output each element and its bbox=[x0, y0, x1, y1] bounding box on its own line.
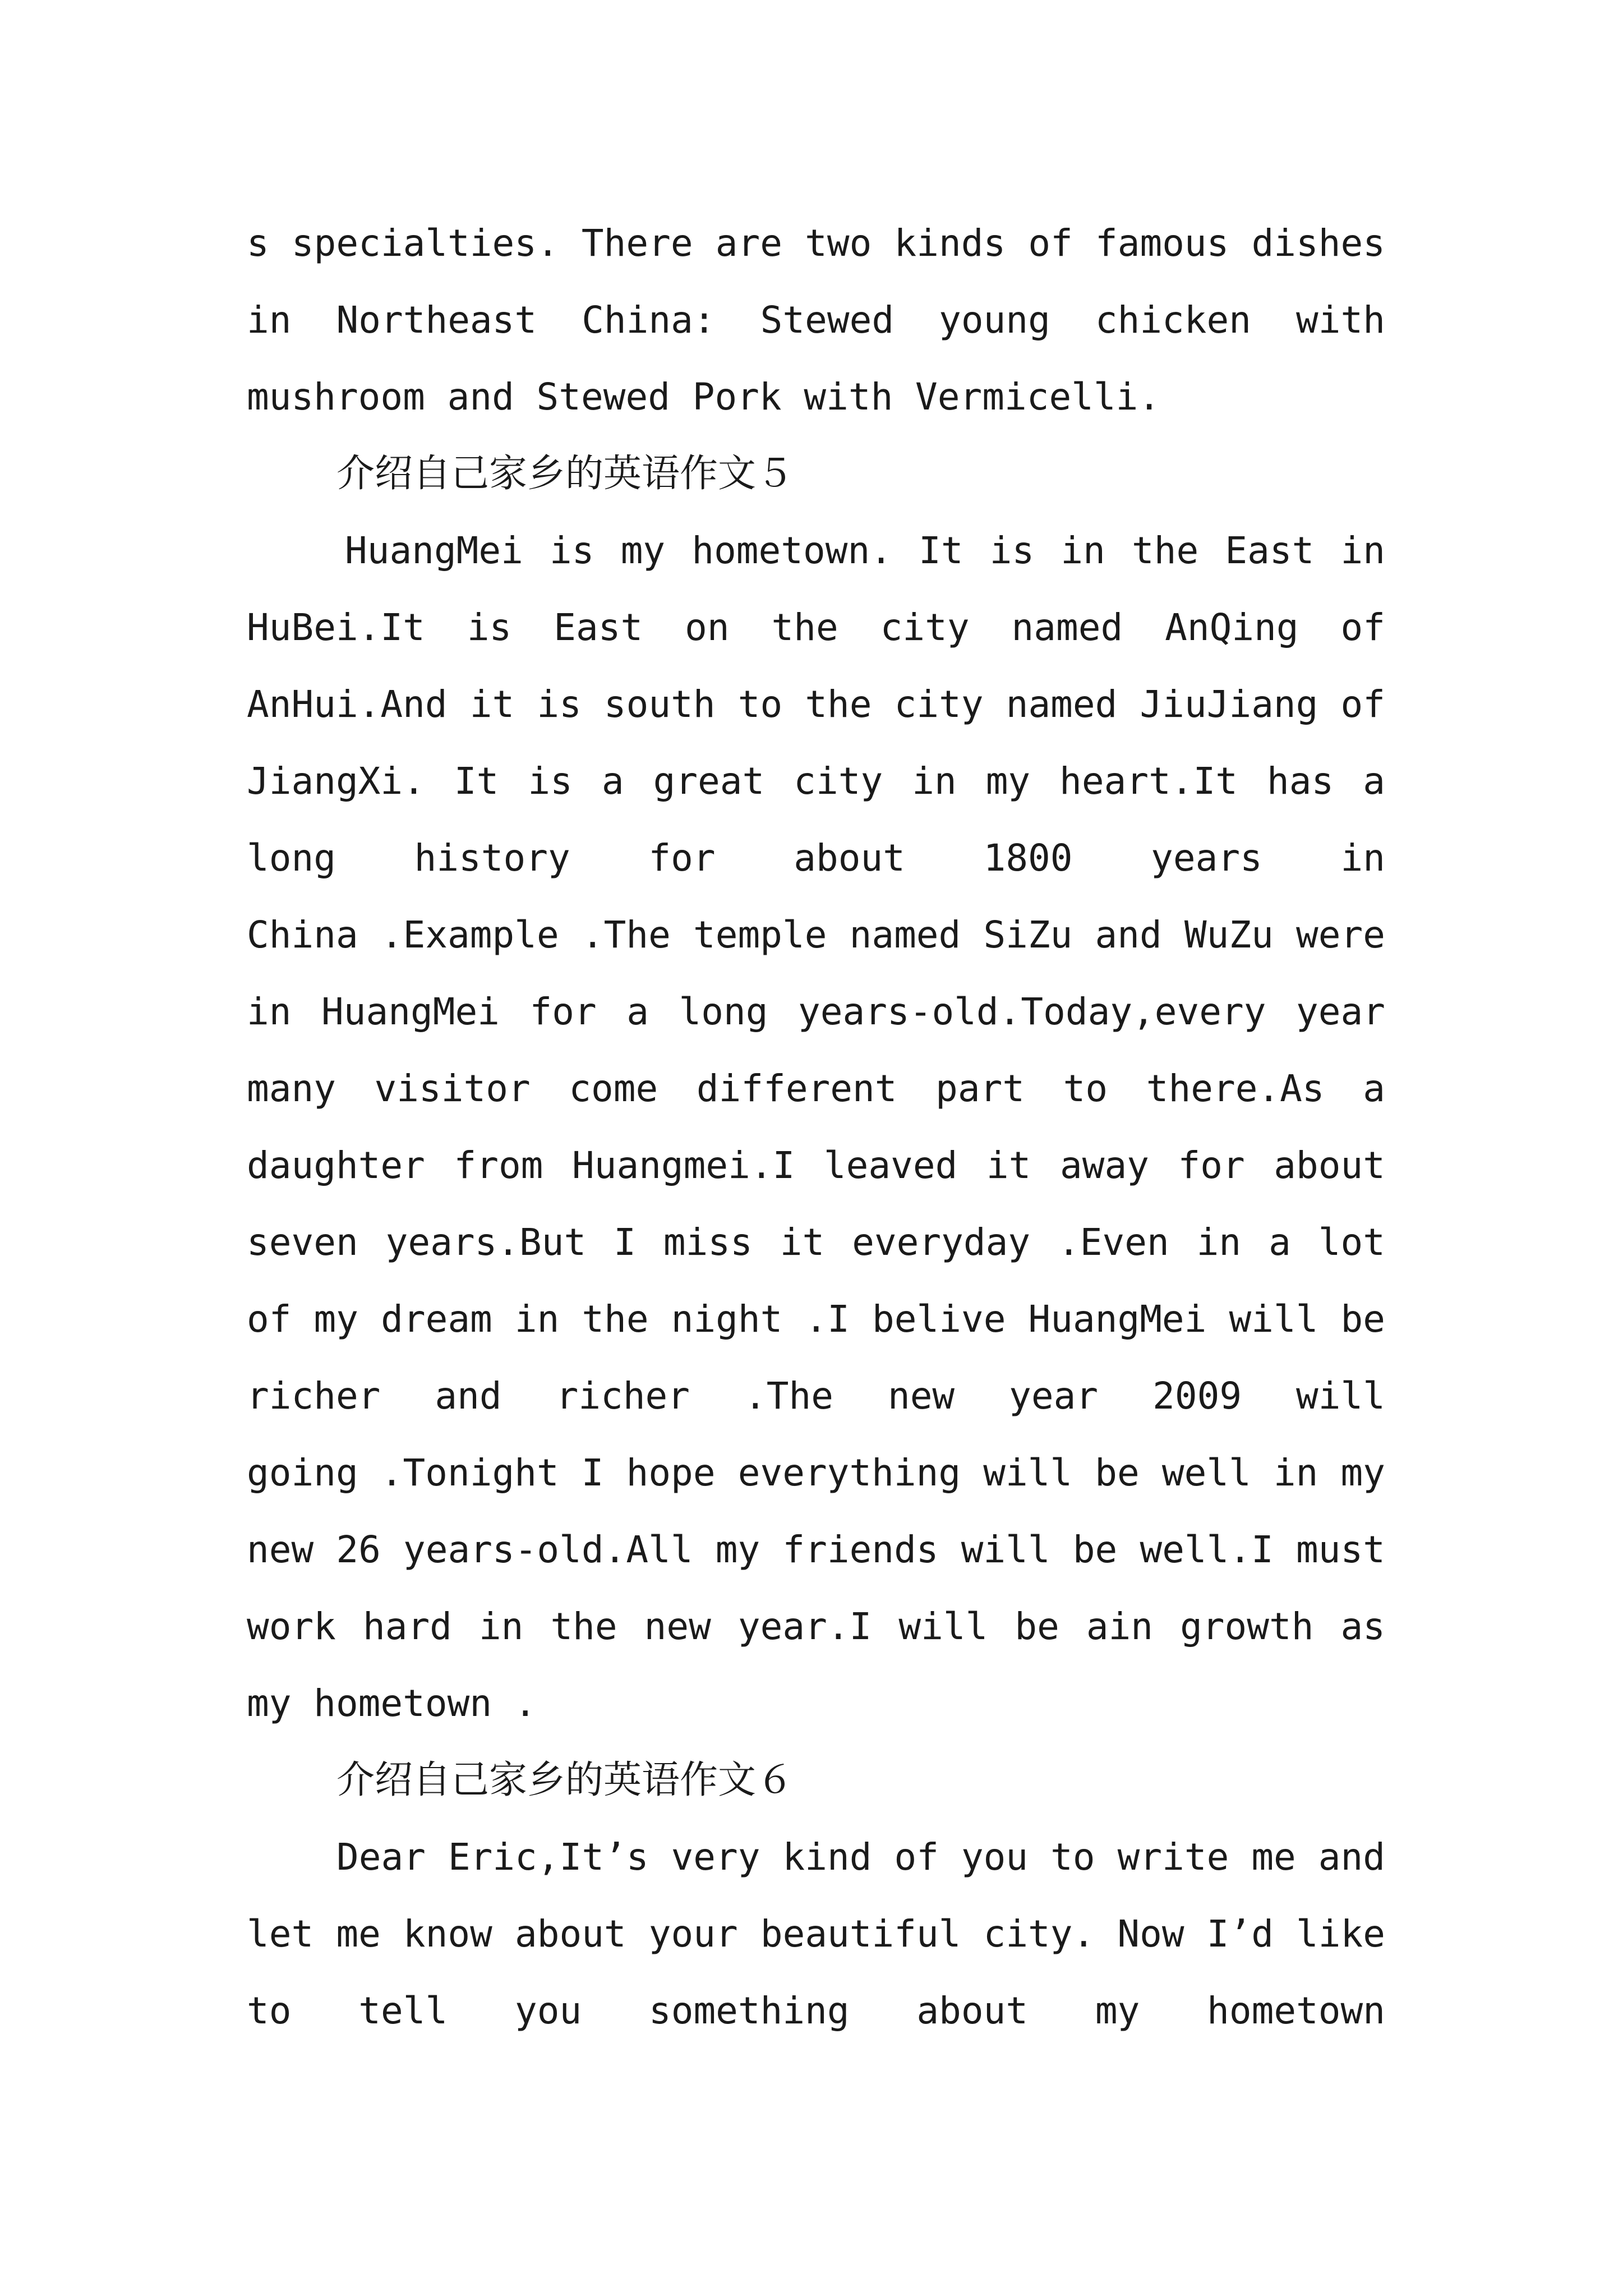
paragraph-line: mushroom and Stewed Pork with Vermicelli. bbox=[247, 375, 1161, 418]
paragraph-line: Dear Eric,It’s very kind of you to write me and bbox=[336, 1835, 1385, 1879]
paragraph-line: seven years.But I miss it everyday .Even in a lot bbox=[247, 1221, 1385, 1264]
paragraph-line: JiangXi. It is a great city in my heart.It has a bbox=[247, 760, 1385, 803]
paragraph-line: my hometown . bbox=[247, 1682, 537, 1725]
paragraph-line: AnHui.And it is south to the city named JiuJiang of bbox=[247, 683, 1385, 726]
paragraph-line: going .Tonight I hope everything will be well in my bbox=[247, 1451, 1385, 1494]
document-body bbox=[247, 205, 1385, 2049]
section-heading-5: 介绍自己家乡的英语作文５ bbox=[336, 452, 795, 496]
paragraph-line: HuBei.It is East on the city named AnQing of bbox=[247, 606, 1385, 649]
paragraph-line: daughter from Huangmei.I leaved it away for about bbox=[247, 1144, 1385, 1187]
paragraph-line: to tell you something about my hometown bbox=[247, 1989, 1385, 2032]
paragraph-line: many visitor come different part to there.As a bbox=[247, 1067, 1385, 1110]
paragraph-line: s specialties. There are two kinds of famous dishes bbox=[247, 222, 1385, 265]
paragraph-line: in HuangMei for a long years-old.Today,every year bbox=[247, 990, 1385, 1033]
paragraph-line: of my dream in the night .I belive HuangMei will be bbox=[247, 1297, 1385, 1341]
paragraph-line: in Northeast China: Stewed young chicken with bbox=[247, 298, 1385, 342]
paragraph-line: long history for about 1800 years in bbox=[247, 836, 1385, 880]
paragraph-line: richer and richer .The new year 2009 will bbox=[247, 1374, 1385, 1418]
paragraph-line: new 26 years-old.All my friends will be well.I must bbox=[247, 1528, 1385, 1571]
paragraph-line: work hard in the new year.I will be ain growth as bbox=[247, 1605, 1385, 1648]
paragraph-line: let me know about your beautiful city. Now I’d like bbox=[247, 1912, 1385, 1955]
paragraph-line: China .Example .The temple named SiZu and WuZu were bbox=[247, 913, 1385, 956]
paragraph-line: HuangMei is my hometown. It is in the East in bbox=[345, 529, 1385, 572]
section-heading-6: 介绍自己家乡的英语作文６ bbox=[336, 1758, 795, 1802]
